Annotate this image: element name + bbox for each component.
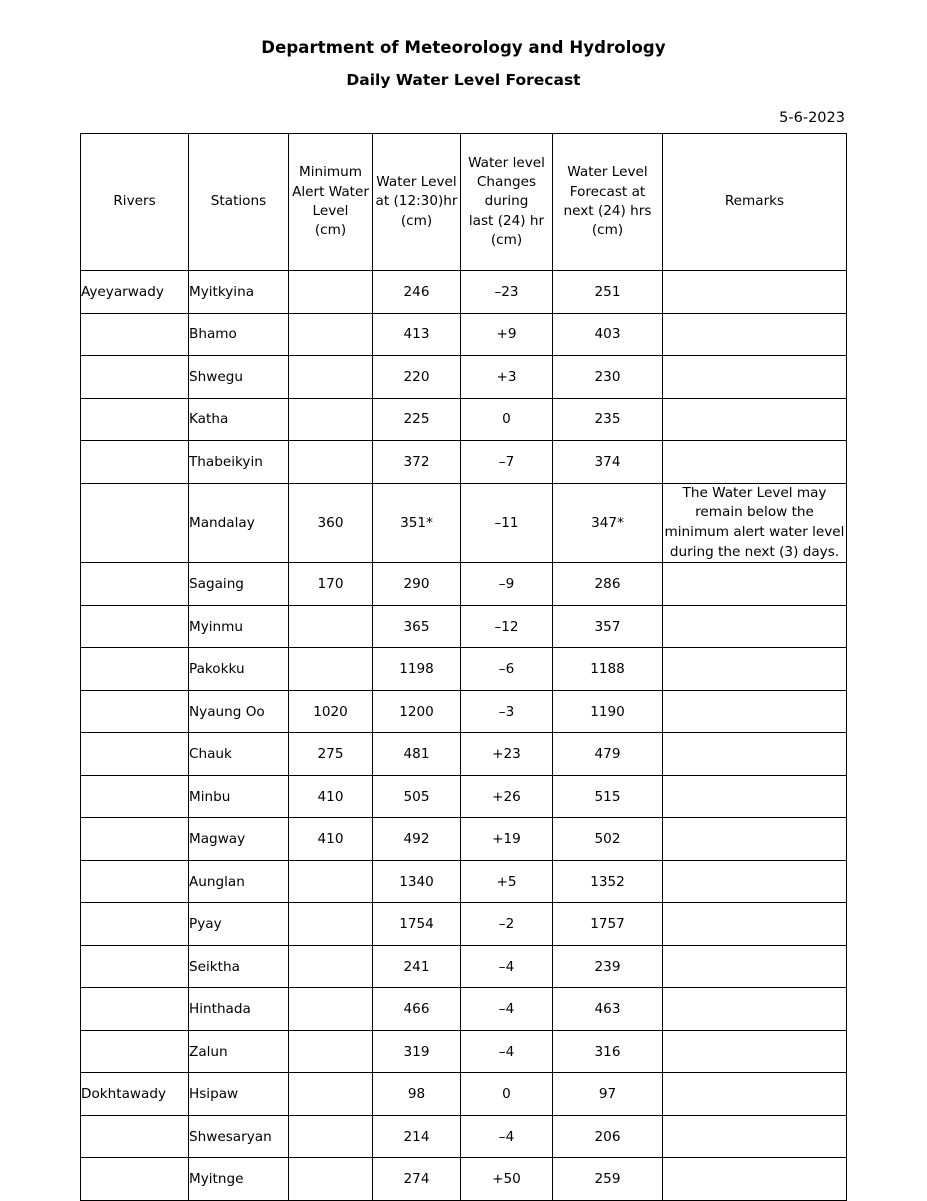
cell-station: Magway <box>189 818 289 861</box>
cell-water-level: 1340 <box>373 860 461 903</box>
cell-remarks <box>663 860 847 903</box>
cell-forecast: 239 <box>553 945 663 988</box>
document-header <box>80 38 847 89</box>
cell-min-alert <box>289 648 373 691</box>
cell-min-alert: 170 <box>289 563 373 606</box>
cell-change: –6 <box>461 648 553 691</box>
cell-station: Myitnge <box>189 1158 289 1201</box>
cell-water-level: 1200 <box>373 690 461 733</box>
forecast-line-2: Forecast at <box>569 183 646 200</box>
cell-change: –4 <box>461 945 553 988</box>
cell-forecast: 357 <box>553 605 663 648</box>
cell-forecast: 515 <box>553 775 663 818</box>
cell-river <box>81 356 189 399</box>
column-header-forecast <box>553 134 663 271</box>
cell-water-level: 220 <box>373 356 461 399</box>
table-header <box>81 134 847 271</box>
table-row <box>81 903 847 946</box>
table-row <box>81 1115 847 1158</box>
column-header-min-alert <box>289 134 373 271</box>
water-level-line-1: Water Level <box>376 174 457 191</box>
table-row <box>81 733 847 776</box>
table-row <box>81 818 847 861</box>
cell-change: +23 <box>461 733 553 776</box>
cell-water-level: 290 <box>373 563 461 606</box>
column-header-remarks: Remarks <box>663 134 847 271</box>
cell-remarks <box>663 356 847 399</box>
cell-river <box>81 1030 189 1073</box>
cell-min-alert: 410 <box>289 818 373 861</box>
cell-remarks <box>663 903 847 946</box>
cell-river <box>81 775 189 818</box>
cell-water-level: 1754 <box>373 903 461 946</box>
cell-water-level: 505 <box>373 775 461 818</box>
changes-line-4: last (24) hr <box>468 212 545 229</box>
cell-river <box>81 398 189 441</box>
table-row <box>81 605 847 648</box>
table-header-row <box>81 134 847 271</box>
cell-water-level: 274 <box>373 1158 461 1201</box>
cell-river <box>81 563 189 606</box>
cell-river <box>81 1158 189 1201</box>
cell-station: Nyaung Oo <box>189 690 289 733</box>
cell-river <box>81 605 189 648</box>
table-row <box>81 648 847 691</box>
table-row <box>81 271 847 314</box>
cell-min-alert: 275 <box>289 733 373 776</box>
min-alert-line-1: Minimum <box>299 164 362 181</box>
forecast-line-3: next (24) hrs <box>563 203 652 219</box>
cell-remarks <box>663 648 847 691</box>
cell-river: Ayeyarwady <box>81 271 189 314</box>
cell-forecast: 1757 <box>553 903 663 946</box>
table-row <box>81 945 847 988</box>
cell-station: Myinmu <box>189 605 289 648</box>
cell-water-level: 1198 <box>373 648 461 691</box>
cell-remarks <box>663 733 847 776</box>
cell-forecast: 286 <box>553 563 663 606</box>
cell-remarks <box>663 690 847 733</box>
cell-water-level: 214 <box>373 1115 461 1158</box>
cell-min-alert: 1020 <box>289 690 373 733</box>
water-level-table <box>80 133 847 1201</box>
cell-station: Mandalay <box>189 483 289 563</box>
cell-station: Hsipaw <box>189 1073 289 1116</box>
min-alert-line-3: Level <box>312 203 349 219</box>
cell-forecast: 251 <box>553 271 663 314</box>
cell-remarks <box>663 775 847 818</box>
table-row <box>81 356 847 399</box>
cell-remarks <box>663 1115 847 1158</box>
cell-station: Shwegu <box>189 356 289 399</box>
cell-forecast: 479 <box>553 733 663 776</box>
table-row <box>81 483 847 563</box>
cell-forecast: 374 <box>553 441 663 484</box>
cell-min-alert: 410 <box>289 775 373 818</box>
cell-min-alert: 360 <box>289 483 373 563</box>
cell-min-alert <box>289 945 373 988</box>
cell-change: +50 <box>461 1158 553 1201</box>
forecast-line-4: (cm) <box>591 222 624 239</box>
cell-river <box>81 313 189 356</box>
cell-water-level: 492 <box>373 818 461 861</box>
cell-water-level: 372 <box>373 441 461 484</box>
cell-forecast: 259 <box>553 1158 663 1201</box>
cell-forecast: 206 <box>553 1115 663 1158</box>
cell-min-alert <box>289 398 373 441</box>
cell-water-level: 241 <box>373 945 461 988</box>
cell-change: –4 <box>461 988 553 1031</box>
min-alert-line-4: (cm) <box>314 222 347 239</box>
cell-forecast: 1190 <box>553 690 663 733</box>
cell-change: 0 <box>461 1073 553 1116</box>
report-date: 5-6-2023 <box>779 110 845 126</box>
cell-station: Seiktha <box>189 945 289 988</box>
cell-change: +9 <box>461 313 553 356</box>
cell-change: –11 <box>461 483 553 563</box>
cell-forecast: 235 <box>553 398 663 441</box>
cell-station: Bhamo <box>189 313 289 356</box>
cell-water-level: 466 <box>373 988 461 1031</box>
column-header-water-level <box>373 134 461 271</box>
cell-remarks <box>663 1158 847 1201</box>
cell-forecast: 230 <box>553 356 663 399</box>
cell-min-alert <box>289 860 373 903</box>
cell-water-level: 351* <box>373 483 461 563</box>
cell-min-alert <box>289 313 373 356</box>
cell-min-alert <box>289 1030 373 1073</box>
cell-river <box>81 903 189 946</box>
table-row <box>81 563 847 606</box>
changes-line-1: Water level <box>468 154 545 171</box>
cell-remarks <box>663 1073 847 1116</box>
cell-min-alert <box>289 605 373 648</box>
cell-station: Myitkyina <box>189 271 289 314</box>
cell-change: –4 <box>461 1115 553 1158</box>
cell-forecast: 1188 <box>553 648 663 691</box>
table-row <box>81 690 847 733</box>
cell-station: Pyay <box>189 903 289 946</box>
changes-line-3: during <box>484 193 529 210</box>
cell-min-alert <box>289 1073 373 1116</box>
page-subtitle: Daily Water Level Forecast <box>346 71 581 89</box>
cell-remarks <box>663 441 847 484</box>
cell-station: Shwesaryan <box>189 1115 289 1158</box>
cell-station: Zalun <box>189 1030 289 1073</box>
cell-water-level: 319 <box>373 1030 461 1073</box>
changes-line-5: (cm) <box>490 231 523 248</box>
cell-river <box>81 945 189 988</box>
cell-change: 0 <box>461 398 553 441</box>
page-title: Department of Meteorology and Hydrology <box>261 38 666 57</box>
changes-line-2: Changes <box>476 174 537 191</box>
cell-station: Minbu <box>189 775 289 818</box>
cell-river <box>81 860 189 903</box>
cell-station: Chauk <box>189 733 289 776</box>
cell-change: –7 <box>461 441 553 484</box>
cell-water-level: 246 <box>373 271 461 314</box>
forecast-line-1: Water Level <box>567 164 648 181</box>
cell-remarks <box>663 605 847 648</box>
cell-change: –12 <box>461 605 553 648</box>
column-header-rivers: Rivers <box>81 134 189 271</box>
table-row <box>81 1158 847 1201</box>
cell-change: –4 <box>461 1030 553 1073</box>
cell-river <box>81 690 189 733</box>
cell-min-alert <box>289 271 373 314</box>
cell-min-alert <box>289 903 373 946</box>
cell-min-alert <box>289 441 373 484</box>
cell-remarks <box>663 271 847 314</box>
cell-change: –2 <box>461 903 553 946</box>
min-alert-line-2: Alert Water <box>292 183 369 200</box>
cell-forecast: 403 <box>553 313 663 356</box>
cell-min-alert <box>289 988 373 1031</box>
cell-min-alert <box>289 1158 373 1201</box>
cell-water-level: 413 <box>373 313 461 356</box>
cell-remarks <box>663 313 847 356</box>
cell-river <box>81 988 189 1031</box>
cell-water-level: 481 <box>373 733 461 776</box>
cell-forecast: 97 <box>553 1073 663 1116</box>
water-level-line-3: (cm) <box>400 212 433 229</box>
column-header-changes <box>461 134 553 271</box>
cell-station: Katha <box>189 398 289 441</box>
table-row <box>81 860 847 903</box>
cell-river <box>81 733 189 776</box>
cell-river <box>81 818 189 861</box>
cell-change: +3 <box>461 356 553 399</box>
cell-station: Thabeikyin <box>189 441 289 484</box>
column-header-stations: Stations <box>189 134 289 271</box>
cell-river <box>81 648 189 691</box>
table-row <box>81 398 847 441</box>
table-body <box>81 271 847 1201</box>
cell-station: Pakokku <box>189 648 289 691</box>
cell-change: –9 <box>461 563 553 606</box>
cell-water-level: 225 <box>373 398 461 441</box>
table-row <box>81 1030 847 1073</box>
cell-forecast: 1352 <box>553 860 663 903</box>
cell-water-level: 98 <box>373 1073 461 1116</box>
cell-remarks <box>663 398 847 441</box>
cell-remarks <box>663 1030 847 1073</box>
cell-station: Aunglan <box>189 860 289 903</box>
cell-change: –3 <box>461 690 553 733</box>
table-row <box>81 441 847 484</box>
cell-remarks <box>663 988 847 1031</box>
table-row <box>81 988 847 1031</box>
cell-min-alert <box>289 356 373 399</box>
cell-river <box>81 1115 189 1158</box>
cell-water-level: 365 <box>373 605 461 648</box>
cell-forecast: 502 <box>553 818 663 861</box>
cell-forecast: 347* <box>553 483 663 563</box>
cell-station: Hinthada <box>189 988 289 1031</box>
cell-change: +19 <box>461 818 553 861</box>
cell-min-alert <box>289 1115 373 1158</box>
cell-forecast: 316 <box>553 1030 663 1073</box>
table-row <box>81 313 847 356</box>
cell-change: –23 <box>461 271 553 314</box>
cell-river <box>81 483 189 563</box>
cell-river: Dokhtawady <box>81 1073 189 1116</box>
cell-remarks <box>663 563 847 606</box>
table-row <box>81 1073 847 1116</box>
cell-remarks: The Water Level may remain below the minimum alert water level during the next (3) days. <box>663 483 847 563</box>
table-row <box>81 775 847 818</box>
cell-change: +26 <box>461 775 553 818</box>
cell-change: +5 <box>461 860 553 903</box>
cell-forecast: 463 <box>553 988 663 1031</box>
cell-remarks <box>663 818 847 861</box>
cell-river <box>81 441 189 484</box>
water-level-line-2: at (12:30)hr <box>375 193 458 210</box>
cell-station: Sagaing <box>189 563 289 606</box>
cell-remarks <box>663 945 847 988</box>
